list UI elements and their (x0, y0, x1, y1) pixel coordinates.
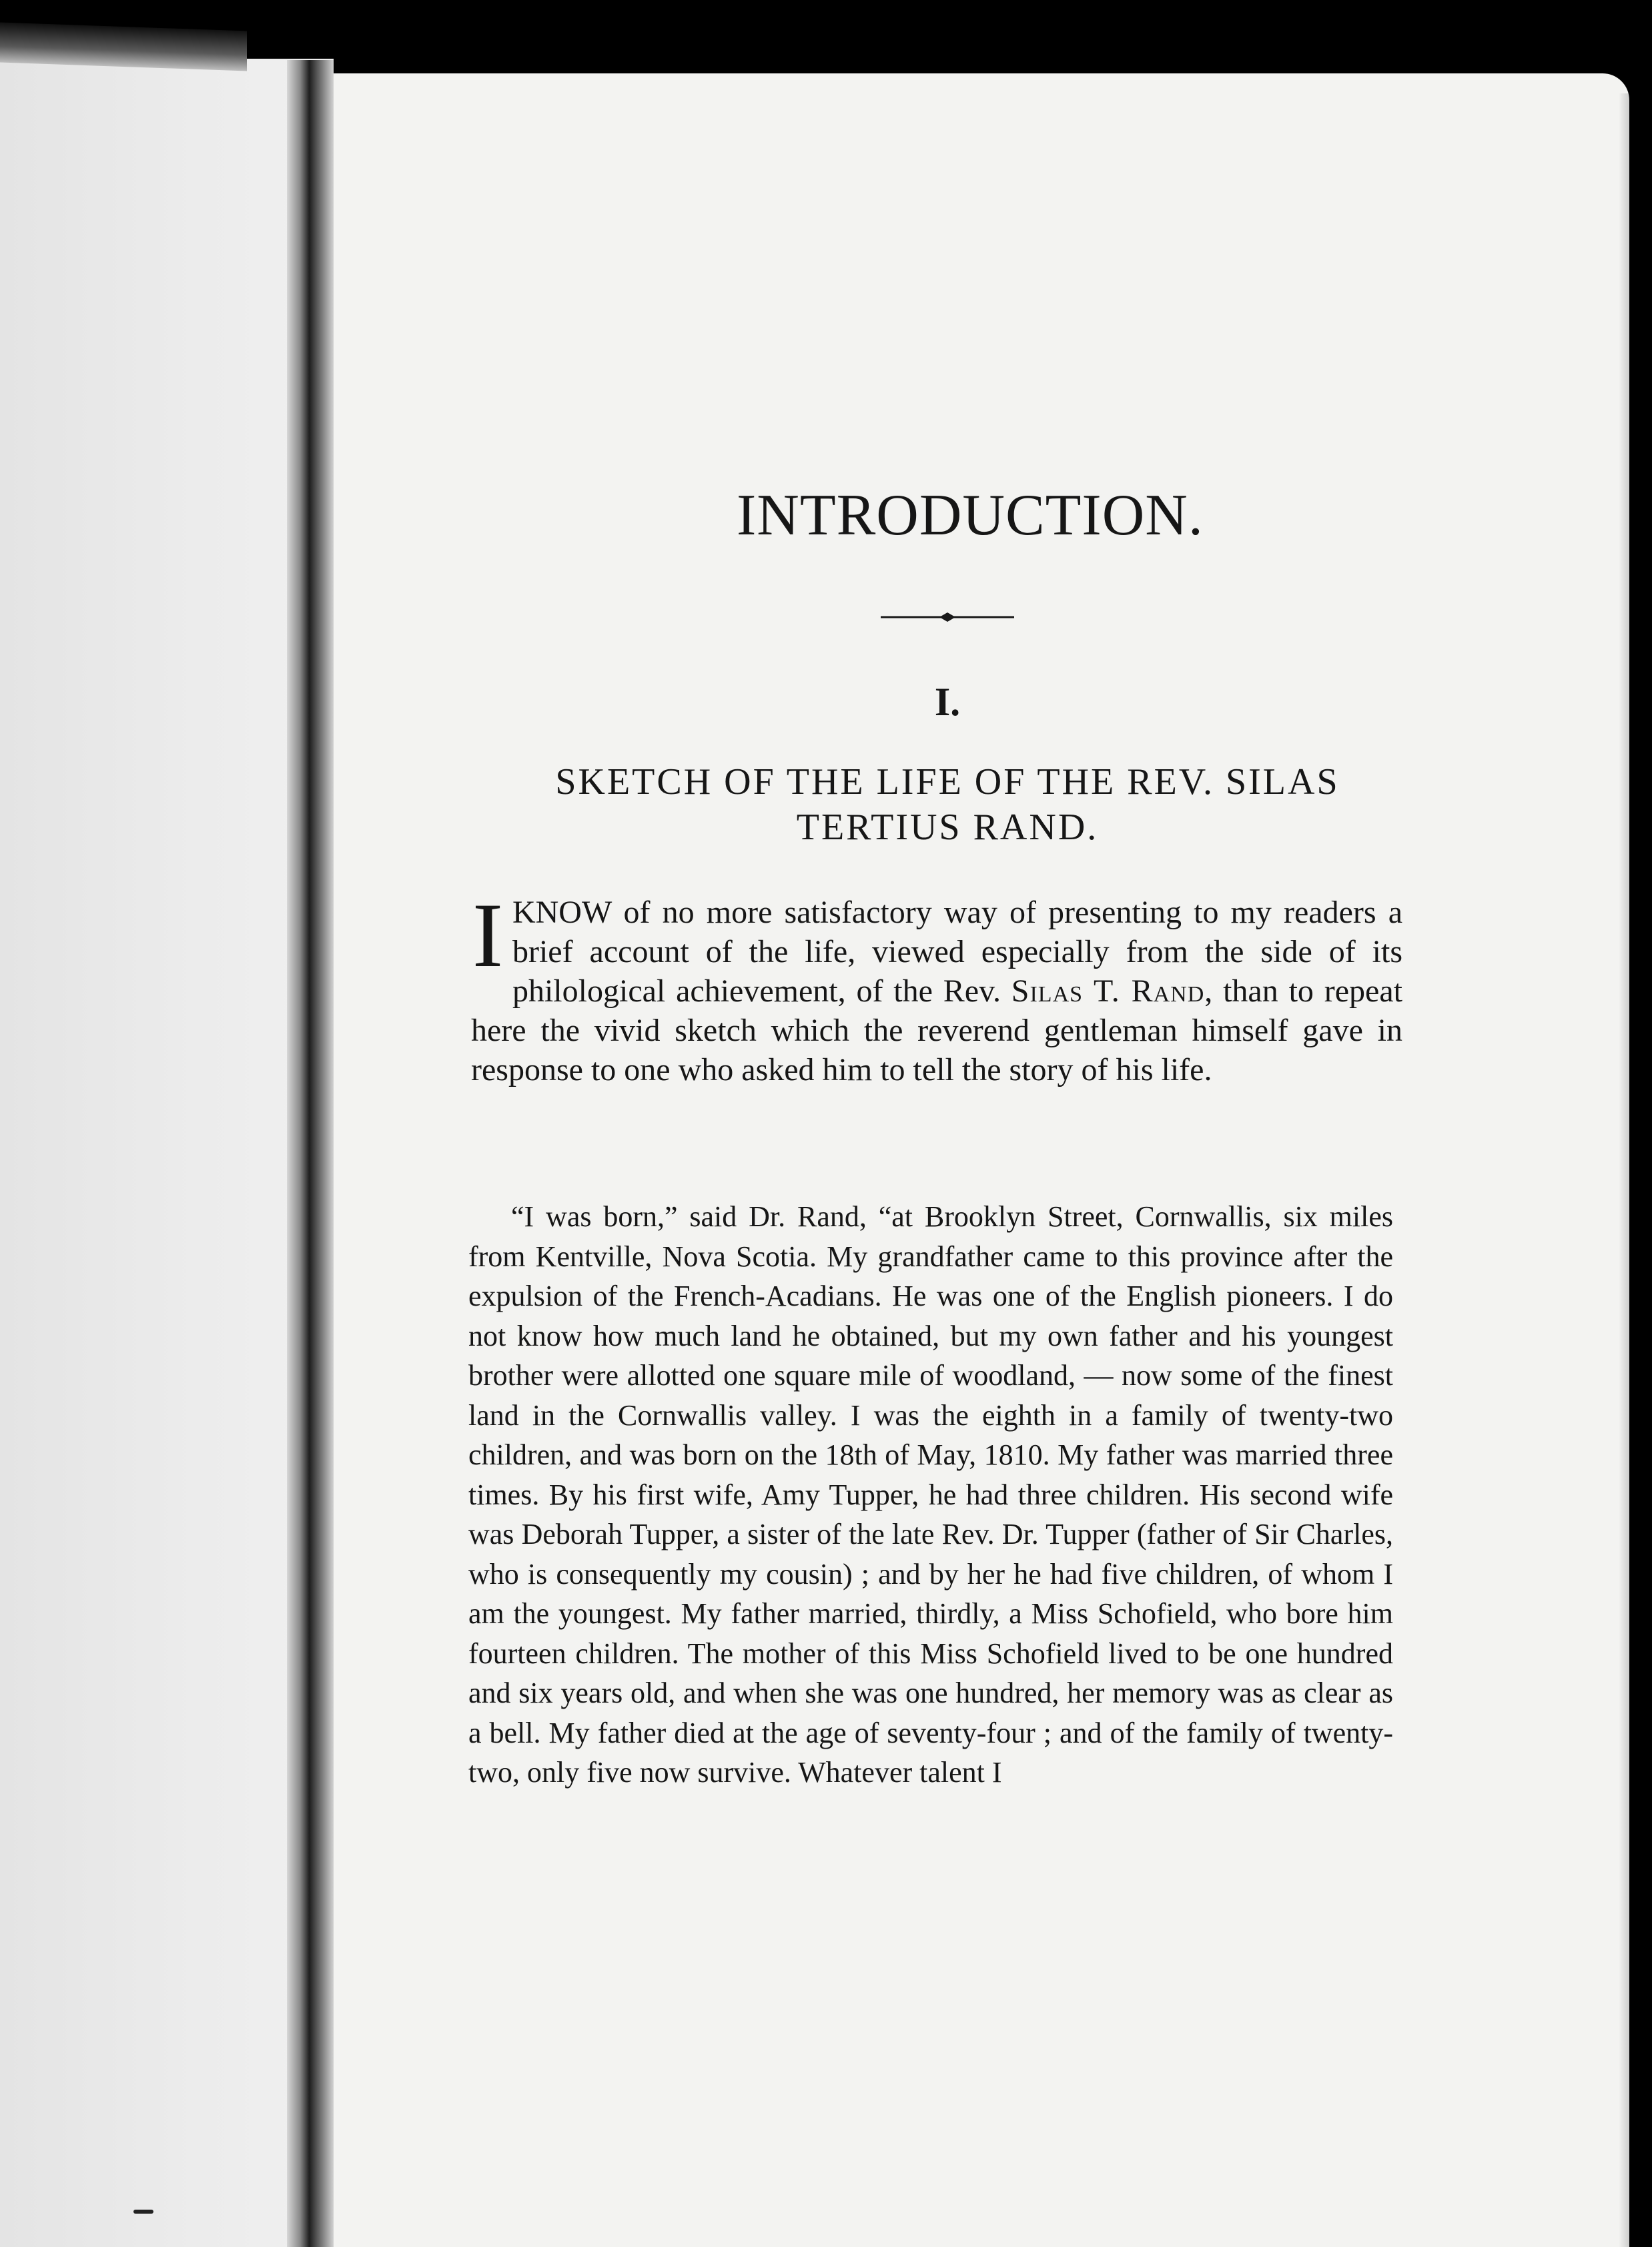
left-facing-page (0, 59, 334, 2247)
book-gutter (287, 60, 334, 2247)
lead-first-word: KNOW (512, 895, 612, 930)
right-page-edge-shadow (1619, 93, 1636, 2247)
section-heading-line-2: TERTIUS RAND. (796, 807, 1099, 848)
scan-mark (133, 2210, 153, 2214)
drop-cap: I (472, 884, 503, 986)
chapter-title: INTRODUCTION. (737, 483, 1204, 548)
lead-text-end: , than to repeat here the vivid sketch which the reverend gentleman himself gave in response to one who asked him to tell the story of his life. (471, 973, 1402, 1087)
lead-text-start: of no more satisfactory way of presenting to my readers a brief account of the life, viewed especially from the side of its philological achievement, of the Rev. (512, 895, 1402, 1009)
section-heading (467, 759, 1428, 850)
body-text (468, 1197, 1393, 1793)
lead-name: Silas T. Rand (1011, 973, 1205, 1009)
ornament-rule (881, 607, 1014, 627)
section-number: I. (934, 680, 961, 724)
body-paragraph: “I was born,” said Dr. Rand, “at Brooklyn Street, Cornwallis, six miles from Kentville, Nova Scotia. My grandfather came to this province after the expulsion of the French-Acadians. He was one of the English pioneers. I do not know how much land he obtained, but my own father and his youngest brother were allotted one square mile of woodland, — now some of the finest land in the Cornwallis valley. I was the eighth in a family of twenty-two children, and was born on the 18th of May, 1810. My father was married three times. By his first wife, Amy Tupper, he had three children. His second wife was Deborah Tupper, a sister of the late Rev. Dr. Tupper (father of Sir Charles, who is consequently my cousin) ; and by her he had five children, of whom I am the youngest. My father married, thirdly, a Miss Schofield, who bore him fourteen children. The mother of this Miss Schofield lived to be one hundred and six years old, and when she was one hundred, her memory was as clear as a bell. My father died at the age of seventy-four ; and of the family of twenty-two, only five now survive. Whatever talent I (468, 1200, 1393, 1789)
lead-paragraph (471, 884, 1402, 1089)
section-heading-line-1: SKETCH OF THE LIFE OF THE REV. SILAS (555, 761, 1340, 803)
right-page (327, 73, 1629, 2247)
